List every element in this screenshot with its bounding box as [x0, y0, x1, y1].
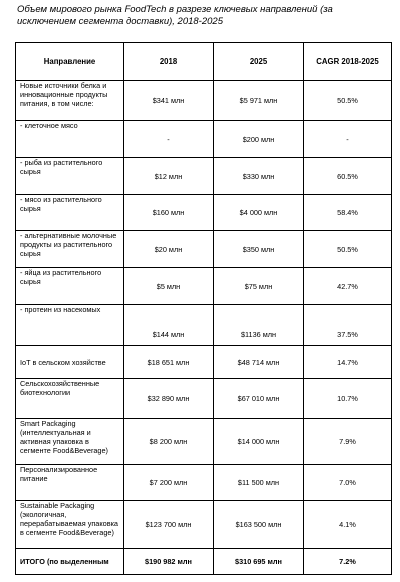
row-name: - клеточное мясо: [16, 121, 124, 158]
row-cagr: 4.1%: [304, 501, 392, 549]
table-row: [16, 465, 392, 501]
header-cagr: CAGR 2018-2025: [304, 43, 392, 81]
row-cagr: 50.5%: [304, 231, 392, 268]
table-row: [16, 158, 392, 195]
row-cagr: 10.7%: [304, 379, 392, 419]
header-row: [16, 43, 392, 81]
row-name: - рыба из растительного сырья: [16, 158, 124, 195]
row-cagr: 42.7%: [304, 268, 392, 305]
table-row: [16, 121, 392, 158]
header-2025: 2025: [214, 43, 304, 81]
row-name: Sustainable Packaging (экологичная, перерабатываемая упаковка в сегменте Food&Beverage): [16, 501, 124, 549]
row-value-2025: $5 971 млн: [214, 81, 304, 121]
table-row: [16, 305, 392, 346]
row-value-2025: $330 млн: [214, 158, 304, 195]
header-2018: 2018: [124, 43, 214, 81]
row-value-2018: $8 200 млн: [124, 419, 214, 465]
row-name: Персонализированное питание: [16, 465, 124, 501]
document-title: Объем мирового рынка FoodTech в разрезе ключевых направлений (за исключением сегмента доставки), 2018-2025: [17, 4, 333, 27]
row-value-2025: $1136 млн: [214, 305, 304, 346]
row-value-2018: $12 млн: [124, 158, 214, 195]
header-direction: Направление: [16, 43, 124, 81]
row-value-2025: $48 714 млн: [214, 346, 304, 379]
row-value-2025: $350 млн: [214, 231, 304, 268]
table-row: [16, 346, 392, 379]
row-value-2025: $163 500 млн: [214, 501, 304, 549]
row-value-2025: $14 000 млн: [214, 419, 304, 465]
row-cagr: -: [304, 121, 392, 158]
row-cagr: 7.9%: [304, 419, 392, 465]
row-value-2018: $123 700 млн: [124, 501, 214, 549]
row-value-2018: $32 890 млн: [124, 379, 214, 419]
table-row: [16, 379, 392, 419]
total-name: ИТОГО (по выделенным: [16, 549, 124, 575]
row-value-2025: $75 млн: [214, 268, 304, 305]
row-cagr: 7.0%: [304, 465, 392, 501]
row-value-2025: $11 500 млн: [214, 465, 304, 501]
row-cagr: 37.5%: [304, 305, 392, 346]
row-value-2018: $7 200 млн: [124, 465, 214, 501]
row-value-2018: $5 млн: [124, 268, 214, 305]
row-value-2018: $341 млн: [124, 81, 214, 121]
row-value-2018: $160 млн: [124, 195, 214, 231]
row-name: Smart Packaging (интеллектуальная и активная упаковка в сегменте Food&Beverage): [16, 419, 124, 465]
row-cagr: 14.7%: [304, 346, 392, 379]
table-row: [16, 195, 392, 231]
row-name: IoT в сельском хозяйстве: [16, 346, 124, 379]
table-row: [16, 231, 392, 268]
row-name: - альтернативные молочные продукты из растительного сырья: [16, 231, 124, 268]
row-name: Сельскохозяйственные биотехнологии: [16, 379, 124, 419]
total-cagr: 7.2%: [304, 549, 392, 575]
row-value-2018: $144 млн: [124, 305, 214, 346]
row-cagr: 58.4%: [304, 195, 392, 231]
row-value-2018: $18 651 млн: [124, 346, 214, 379]
row-name: - яйца из растительного сырья: [16, 268, 124, 305]
table-row: [16, 501, 392, 549]
row-name: - протеин из насекомых: [16, 305, 124, 346]
total-value-2018: $190 982 млн: [124, 549, 214, 575]
row-value-2018: $20 млн: [124, 231, 214, 268]
row-value-2025: $200 млн: [214, 121, 304, 158]
row-name: Новые источники белка и инновационные продукты питания, в том числе:: [16, 81, 124, 121]
row-name: - мясо из растительного сырья: [16, 195, 124, 231]
table-row: [16, 268, 392, 305]
total-value-2025: $310 695 млн: [214, 549, 304, 575]
row-value-2018: -: [124, 121, 214, 158]
table-row: [16, 419, 392, 465]
row-cagr: 60.5%: [304, 158, 392, 195]
row-cagr: 50.5%: [304, 81, 392, 121]
row-value-2025: $67 010 млн: [214, 379, 304, 419]
total-row: [16, 549, 392, 575]
market-table: [15, 42, 392, 575]
table-row: [16, 81, 392, 121]
row-value-2025: $4 000 млн: [214, 195, 304, 231]
